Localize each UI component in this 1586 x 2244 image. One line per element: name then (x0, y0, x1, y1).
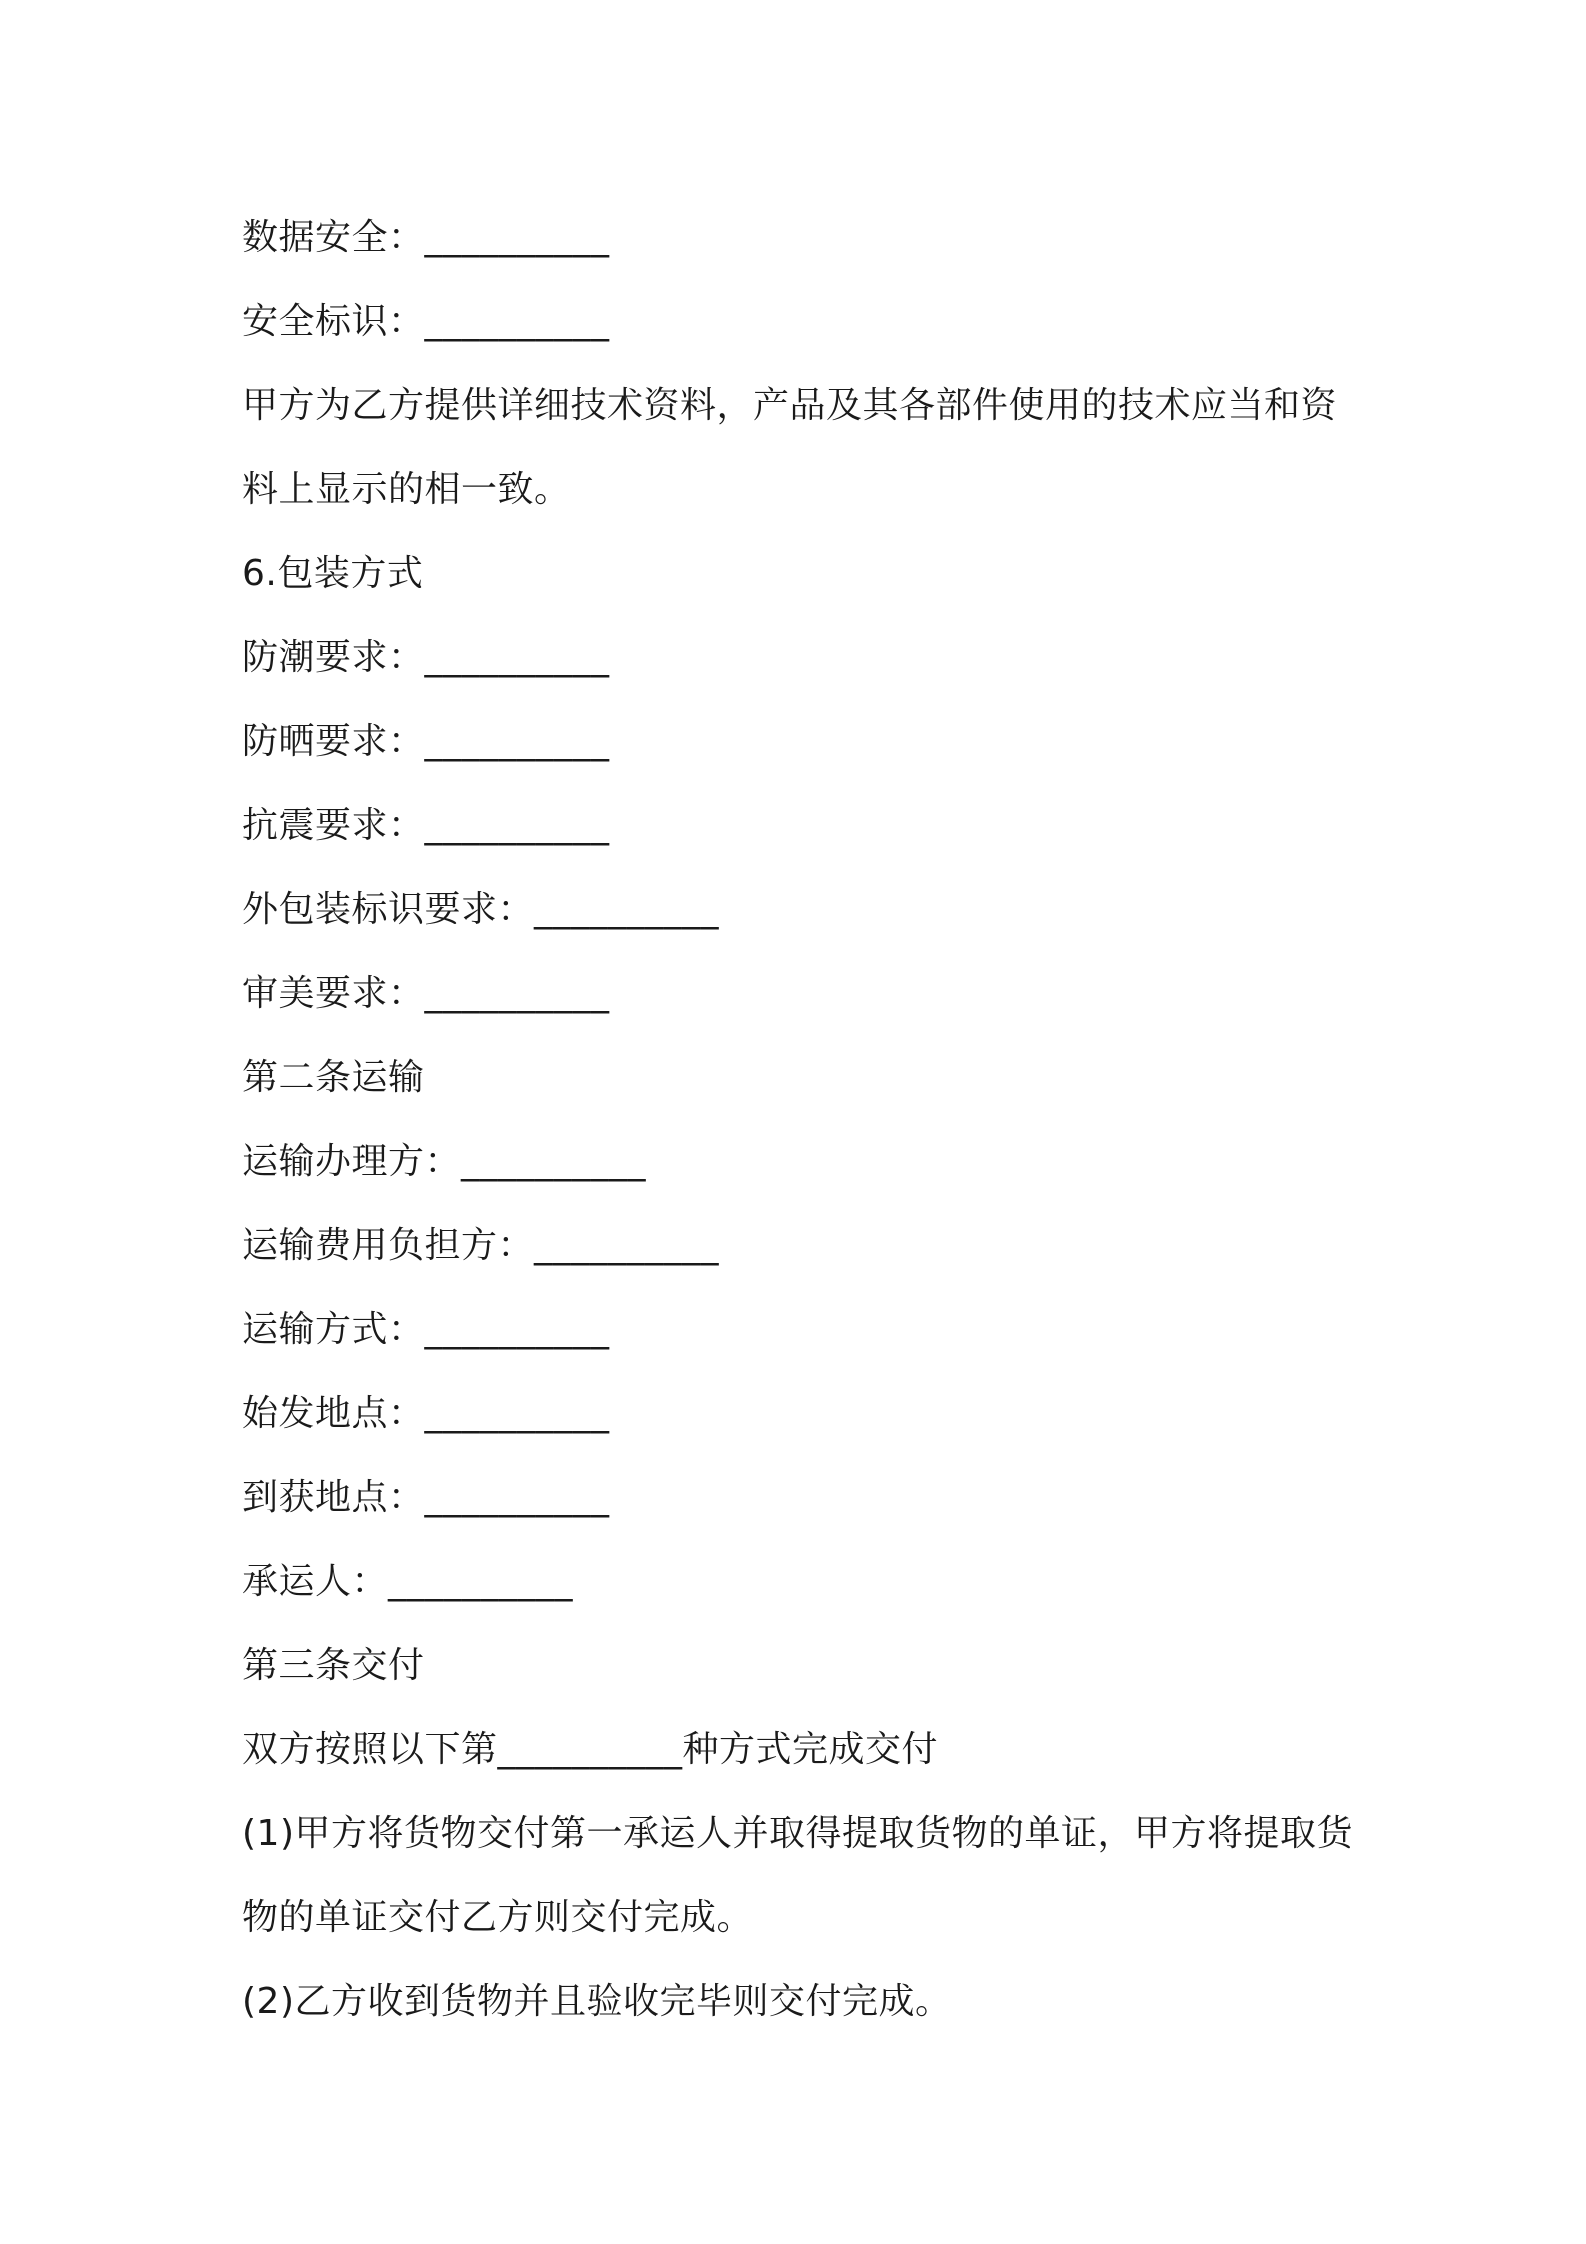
field-transport-cost-bearer: 运输费用负担方：__________ (242, 1225, 720, 1266)
field-shock-requirement: 抗震要求：__________ (242, 805, 610, 846)
article-heading-transport: 第二条运输 (242, 1057, 425, 1098)
field-sun-requirement: 防晒要求：__________ (242, 721, 610, 762)
article-heading-delivery: 第三条交付 (242, 1645, 425, 1686)
field-outer-package-mark: 外包装标识要求：__________ (242, 889, 720, 930)
field-data-security: 数据安全：__________ (242, 217, 610, 258)
delivery-method-choice: 双方按照以下第__________种方式完成交付 (242, 1729, 939, 1770)
delivery-option-2: (2)乙方收到货物并且验收完毕则交付完成。 (242, 1981, 952, 2022)
field-destination: 到获地点：__________ (242, 1477, 610, 1518)
field-transport-method: 运输方式：__________ (242, 1309, 610, 1350)
field-aesthetic-requirement: 审美要求：__________ (242, 973, 610, 1014)
field-transport-handler: 运输办理方：__________ (242, 1141, 647, 1182)
paragraph-technical-docs: 甲方为乙方提供详细技术资料，产品及其各部件使用的技术应当和资料上显示的相一致。 (242, 385, 1338, 510)
delivery-option-1: (1)甲方将货物交付第一承运人并取得提取货物的单证，甲方将提取货物的单证交付乙方则交付完成。 (242, 1813, 1353, 1938)
field-carrier: 承运人：__________ (242, 1561, 574, 1602)
document-body (242, 196, 1362, 2044)
field-moisture-requirement: 防潮要求：__________ (242, 637, 610, 678)
field-origin: 始发地点：__________ (242, 1393, 610, 1434)
section-heading-packaging: 6.包装方式 (242, 553, 424, 594)
field-security-mark: 安全标识：__________ (242, 301, 610, 342)
